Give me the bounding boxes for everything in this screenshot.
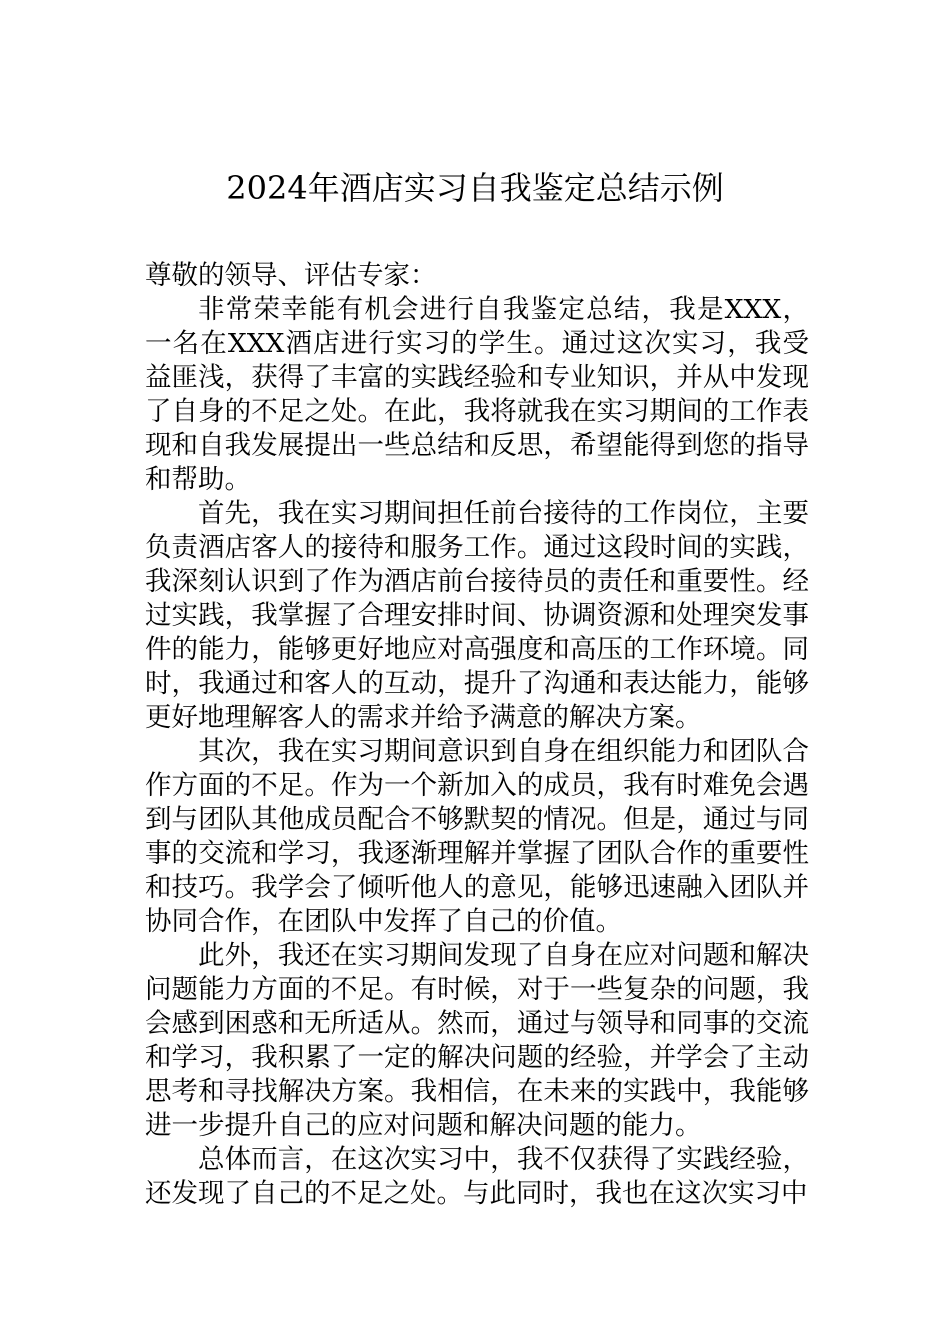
document-body — [145, 259, 809, 1211]
document-title: 2024年酒店实习自我鉴定总结示例 — [226, 169, 724, 207]
paragraph-third: 此外，我还在实习期间发现了自身在应对问题和解决问题能力方面的不足。有时候，对于一些复杂的问题，我会感到困惑和无所适从。然而，通过与领导和同事的交流和学习，我积累了一定的解决问题的经验，并学会了主动思考和寻找解决方案。我相信，在未来的实践中，我能够进一步提升自己的应对问题和解决问题的能力。 — [145, 940, 809, 1141]
salutation: 尊敬的领导、评估专家： — [145, 260, 437, 291]
paragraph-second: 其次，我在实习期间意识到自身在组织能力和团队合作方面的不足。作为一个新加入的成员，我有时难免会遇到与团队其他成员配合不够默契的情况。但是，通过与同事的交流和学习，我逐渐理解并掌握了团队合作的重要性和技巧。我学会了倾听他人的意见，能够迅速融入团队并协同合作，在团队中发挥了自己的价值。 — [145, 736, 809, 937]
paragraph-summary: 总体而言，在这次实习中，我不仅获得了实践经验，还发现了自己的不足之处。与此同时，我也在这次实习中 — [145, 1144, 809, 1209]
paragraph-intro: 非常荣幸能有机会进行自我鉴定总结，我是XXX，一名在XXX酒店进行实习的学生。通过这次实习，我受益匪浅，获得了丰富的实践经验和专业知识，并从中发现了自身的不足之处。在此，我将就我在实习期间的工作表现和自我发展提出一些总结和反思，希望能得到您的指导和帮助。 — [145, 294, 809, 495]
paragraph-first: 首先，我在实习期间担任前台接待的工作岗位，主要负责酒店客人的接待和服务工作。通过这段时间的实践，我深刻认识到了作为酒店前台接待员的责任和重要性。经过实践，我掌握了合理安排时间、协调资源和处理突发事件的能力，能够更好地应对高强度和高压的工作环境。同时，我通过和客人的互动，提升了沟通和表达能力，能够更好地理解客人的需求并给予满意的解决方案。 — [145, 498, 809, 733]
